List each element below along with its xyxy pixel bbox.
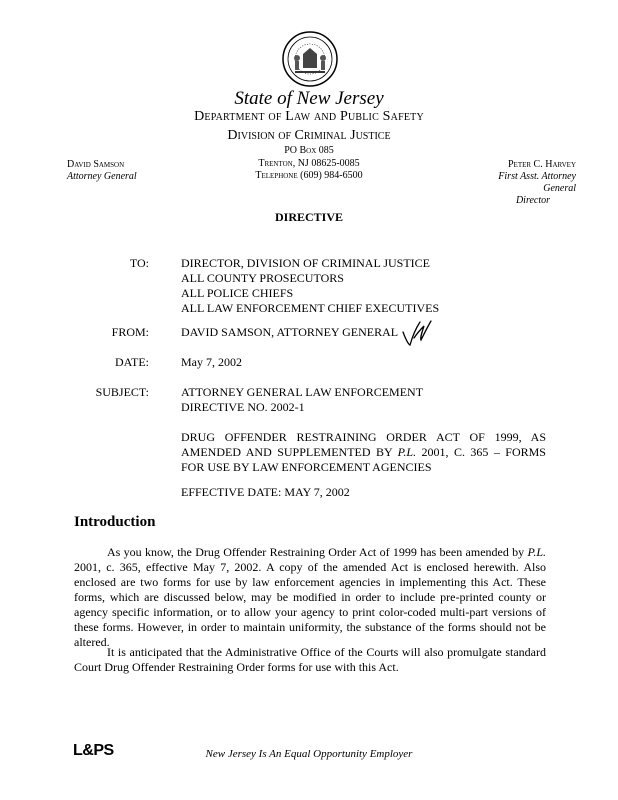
intro-paragraph-2: It is anticipated that the Administrative Office of the Courts will also promulgate standard Court Drug Offender Restraining Order forms for use with this Act. [74, 645, 546, 674]
to-line: ALL LAW ENFORCEMENT CHIEF EXECUTIVES [181, 301, 440, 315]
footer-text: New Jersey Is An Equal Opportunity Employer [205, 748, 413, 760]
intro-paragraph-1 [74, 545, 546, 650]
paragraph-text: 2001, c. 365, effective May 7, 2002. A copy of the amended Act is enclosed herewith. Also enclosed are two forms for use by law enforcement agencies in implementing this Act. These forms, which are discussed below, may be modified in order to include pre-printed county or agency specific information, or to allow your agency to print color-coded multi-part versions of these forms. However, in order to maintain uniformity, the substance of the forms should not be altered. [74, 560, 546, 649]
subject-line-2: DIRECTIVE NO. 2002-1 [181, 400, 305, 414]
introduction-heading: Introduction [74, 514, 156, 530]
department-name: Department of Law and Public Safety [194, 109, 424, 124]
directive-heading: DIRECTIVE [274, 210, 343, 224]
subject-description [181, 430, 546, 475]
attorney-general-name: David Samson [67, 159, 125, 170]
director-name: Peter C. Harvey [508, 159, 576, 170]
date-value: May 7, 2002 [181, 355, 242, 369]
from-label: FROM: [111, 325, 149, 339]
to-line: ALL POLICE CHIEFS [181, 286, 294, 300]
director-block [470, 159, 576, 207]
paragraph-text: As you know, the Drug Offender Restraining Order Act of 1999 has been amended by [107, 545, 528, 559]
lps-logo: L&PS [73, 742, 114, 759]
address-telephone: Telephone (609) 984-6500 [255, 170, 363, 181]
address-pobox: PO Box 085 [284, 145, 334, 156]
subject-desc-part: 2001, C. 365 – FORMS FOR USE BY LAW ENFORCEMENT AGENCIES [181, 445, 546, 474]
division-name: Division of Criminal Justice [227, 128, 391, 143]
subject-line-1: ATTORNEY GENERAL LAW ENFORCEMENT [181, 385, 424, 399]
state-seal-icon [281, 30, 339, 88]
subject-label: SUBJECT: [95, 385, 149, 399]
attorney-general-block [67, 159, 137, 183]
initials-signature-icon [400, 318, 434, 348]
effective-date: EFFECTIVE DATE: MAY 7, 2002 [181, 485, 350, 499]
to-line: ALL COUNTY PROSECUTORS [181, 271, 344, 285]
address-city: Trenton, NJ 08625-0085 [258, 157, 360, 169]
director-title-1: First Asst. Attorney General [498, 171, 576, 194]
director-title-2: Director [515, 195, 551, 206]
subject-title [181, 385, 423, 415]
from-value: DAVID SAMSON, ATTORNEY GENERAL [181, 325, 399, 339]
to-recipients [181, 256, 439, 316]
paragraph-pl: P.L. [527, 545, 546, 559]
to-label: TO: [129, 256, 149, 270]
attorney-general-title: Attorney General [67, 171, 137, 182]
date-label: DATE: [115, 355, 149, 369]
subject-desc-part: DRUG OFFENDER RESTRAINING ORDER ACT OF 1999, AS AMENDED AND SUPPLEMENTED BY [181, 430, 546, 459]
subject-desc-pl: P.L. [397, 445, 417, 459]
to-line: DIRECTOR, DIVISION OF CRIMINAL JUSTICE [181, 256, 431, 270]
state-title: State of New Jersey [234, 88, 384, 109]
